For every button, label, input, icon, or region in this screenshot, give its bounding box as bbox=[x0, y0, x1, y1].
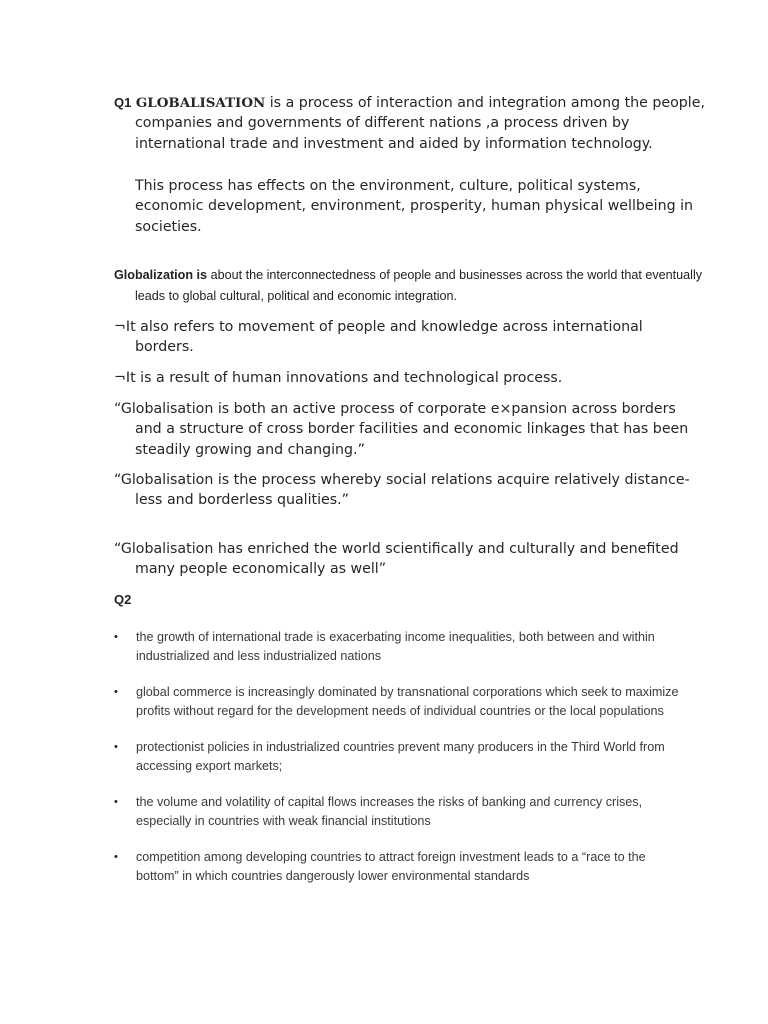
globalization-rest: about the interconnectedness of people and businesses across the world that eventually leads to global cultural, political and economic integration. bbox=[135, 268, 703, 303]
quote-enriched-world: “Globalisation has enriched the world scientifically and culturally and benefited many people economically as well” bbox=[114, 541, 679, 578]
bullet-icon: • bbox=[114, 631, 118, 643]
q1-effects: This process has effects on the environment, culture, political systems, economic development, environment, prosperity, human physical wellbeing in societies. bbox=[135, 178, 694, 235]
bullet-icon: • bbox=[114, 741, 118, 753]
statement-innovation: ¬It is a result of human innovations and technological process. bbox=[114, 370, 563, 386]
q1-term: GLOBALISATION bbox=[135, 95, 266, 111]
list-item bbox=[114, 683, 684, 720]
q1-label: Q1 bbox=[114, 95, 132, 110]
bullet-text: competition among developing countries to attract foreign investment leads to a “race to the bottom” in which countries dangerously lower environmental standards bbox=[136, 850, 646, 883]
list-item bbox=[114, 738, 684, 775]
quote-corporate-expansion: “Globalisation is both an active process of corporate e×pansion across borders and a structure of cross border facilities and economic linkages that has been steadily growing and changing.” bbox=[114, 401, 689, 458]
bullet-text: global commerce is increasingly dominated by transnational corporations which seek to maximize profits without regard for the development needs of individual countries or the local populations bbox=[136, 685, 679, 718]
bullet-text: the volume and volatility of capital flows increases the risks of banking and currency crises, especially in countries with weak financial institutions bbox=[136, 795, 643, 828]
globalization-paragraph bbox=[114, 265, 705, 306]
statement-movement: ¬It also refers to movement of people and knowledge across international borders. bbox=[114, 319, 643, 356]
quote-social-relations: “Globalisation is the process whereby social relations acquire relatively distance-less and borderless qualities.” bbox=[114, 472, 690, 509]
list-item bbox=[114, 628, 684, 665]
q2-bullet-list bbox=[114, 628, 684, 885]
q1-effects-paragraph bbox=[114, 176, 705, 237]
bullet-icon: • bbox=[114, 796, 118, 808]
list-item bbox=[114, 793, 684, 830]
bullet-icon: • bbox=[114, 686, 118, 698]
q1-definition: is a process of interaction and integration among the people, companies and governments of different nations ,a process driven by international trade and investment and aided by information technology. bbox=[135, 95, 705, 152]
list-item bbox=[114, 848, 684, 885]
globalization-lead: Globalization is bbox=[114, 268, 208, 282]
q2-label: Q2 bbox=[114, 592, 132, 607]
bullet-icon: • bbox=[114, 851, 118, 863]
bullet-text: protectionist policies in industrialized countries prevent many producers in the Third World from accessing export markets; bbox=[136, 740, 665, 773]
q1-paragraph bbox=[114, 93, 705, 154]
bullet-text: the growth of international trade is exacerbating income inequalities, both between and within industrialized and less industrialized nations bbox=[136, 630, 655, 663]
